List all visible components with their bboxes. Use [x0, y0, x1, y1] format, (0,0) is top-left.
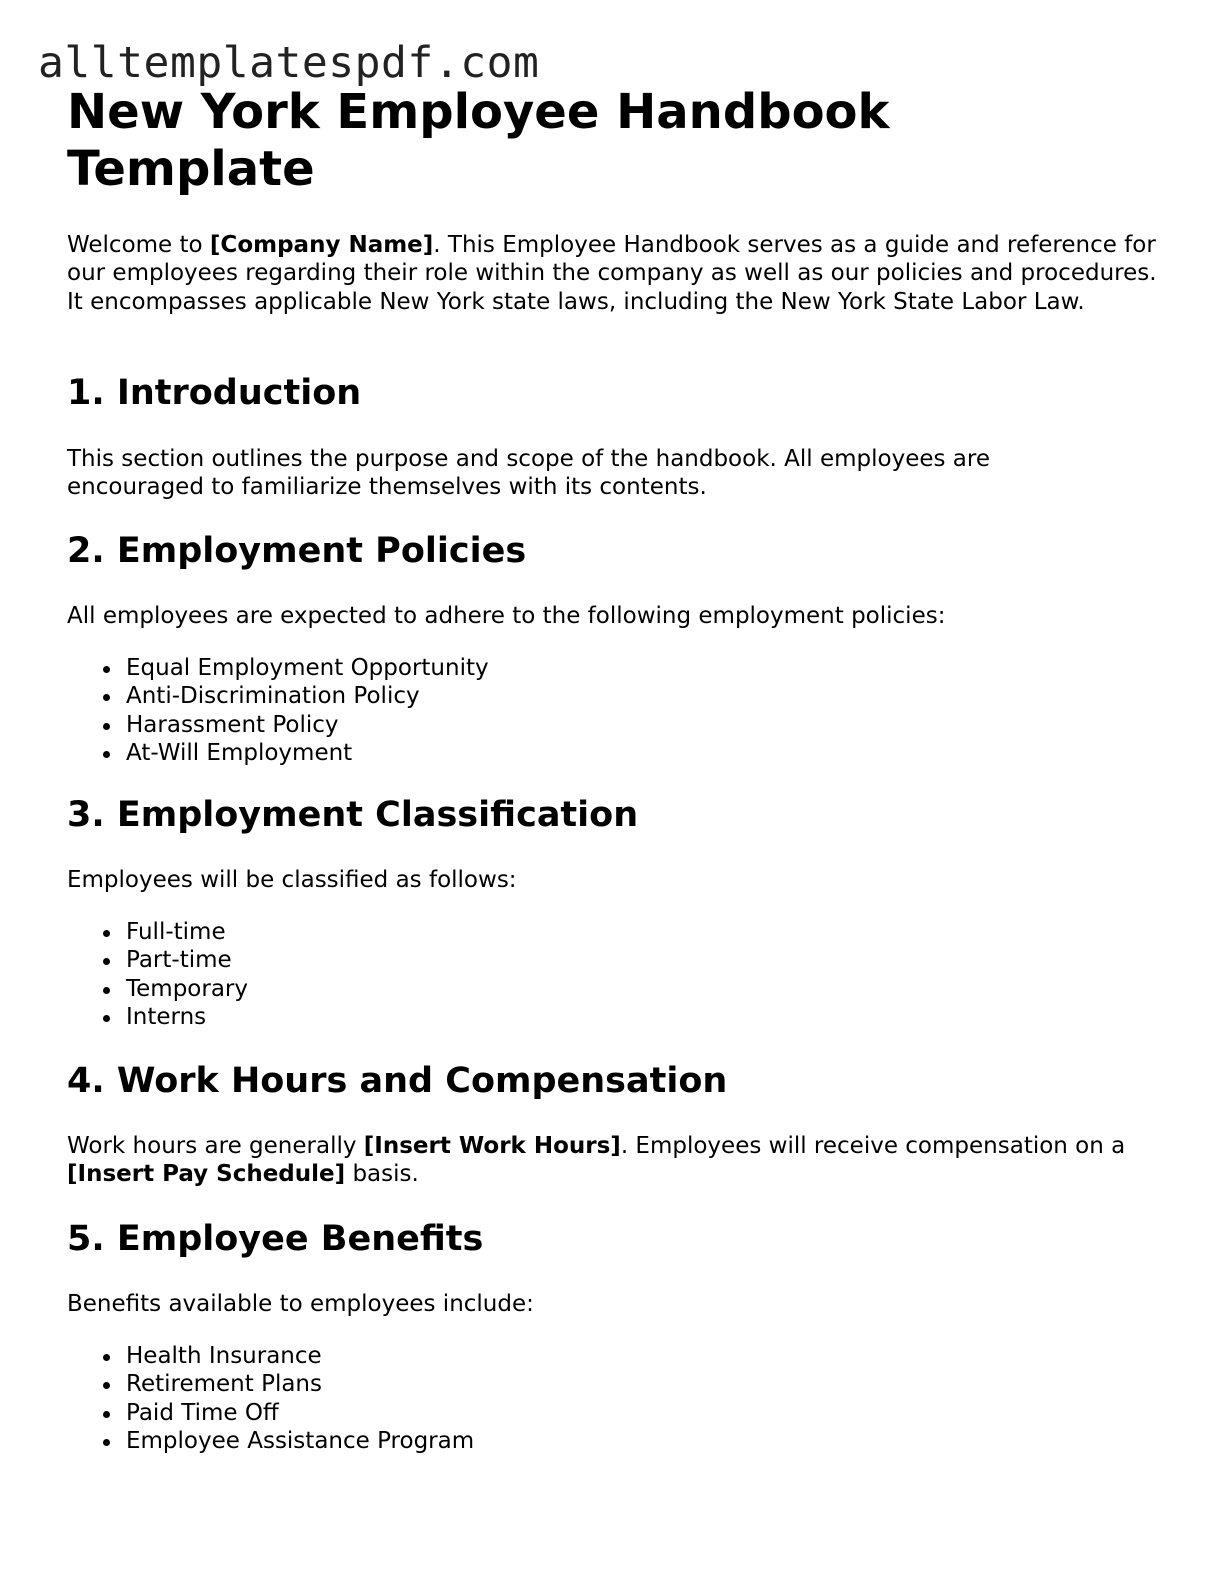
employee-benefits-list	[67, 1342, 474, 1455]
list-item: Paid Time Off	[126, 1399, 474, 1427]
employment-classification-list	[67, 918, 248, 1031]
introduction-text: This section outlines the purpose and scope of the handbook. All employees are encouraged to familiarize themselves with its contents.	[67, 446, 990, 501]
work-hours-compensation-text	[67, 1132, 1157, 1189]
compensation-text-part: Work hours are generally	[67, 1133, 364, 1159]
pay-schedule-placeholder: [Insert Pay Schedule]	[67, 1161, 346, 1188]
list-item: Full-time	[126, 918, 248, 946]
employment-policies-list	[67, 654, 489, 767]
employment-classification-text: Employees will be classified as follows:	[67, 867, 517, 893]
list-item: Interns	[126, 1003, 248, 1031]
company-name-placeholder: [Company Name]	[209, 232, 434, 258]
list-item: Harassment Policy	[126, 711, 489, 739]
intro-prefix: Welcome to	[67, 232, 210, 258]
list-item: Part-time	[126, 946, 248, 974]
employment-policies-text: All employees are expected to adhere to the following employment policies:	[67, 603, 946, 629]
compensation-text-part: . Employees will receive compensation on a	[620, 1133, 1126, 1159]
list-item: At-Will Employment	[126, 739, 489, 767]
list-item: Health Insurance	[126, 1342, 474, 1370]
section-heading-employment-classification: 3. Employment Classification	[67, 795, 639, 835]
section-heading-introduction: 1. Introduction	[67, 373, 362, 413]
work-hours-placeholder: [Insert Work Hours]	[363, 1133, 621, 1159]
compensation-text-part: basis.	[345, 1161, 419, 1188]
section-heading-employee-benefits: 5. Employee Benefits	[67, 1219, 484, 1259]
list-item: Anti-Discrimination Policy	[126, 682, 489, 710]
employee-benefits-text: Benefits available to employees include:	[67, 1291, 534, 1317]
section-heading-work-hours-compensation: 4. Work Hours and Compensation	[67, 1061, 728, 1101]
list-item: Temporary	[126, 975, 248, 1002]
page-title: New York Employee Handbook Template	[67, 84, 890, 197]
list-item: Employee Assistance Program	[126, 1427, 475, 1454]
intro-suffix: . This Employee Handbook serves as a guide and reference for our employees regarding their role within the company as well as our policies and procedures. It encompasses applicable New York state laws, including the New York State Labor Law.	[67, 232, 1157, 315]
list-item: Equal Employment Opportunity	[126, 655, 489, 681]
watermark: alltemplatespdf.com	[38, 38, 540, 88]
list-item: Retirement Plans	[126, 1370, 474, 1398]
section-heading-employment-policies: 2. Employment Policies	[67, 531, 527, 571]
intro-paragraph	[67, 231, 1157, 316]
